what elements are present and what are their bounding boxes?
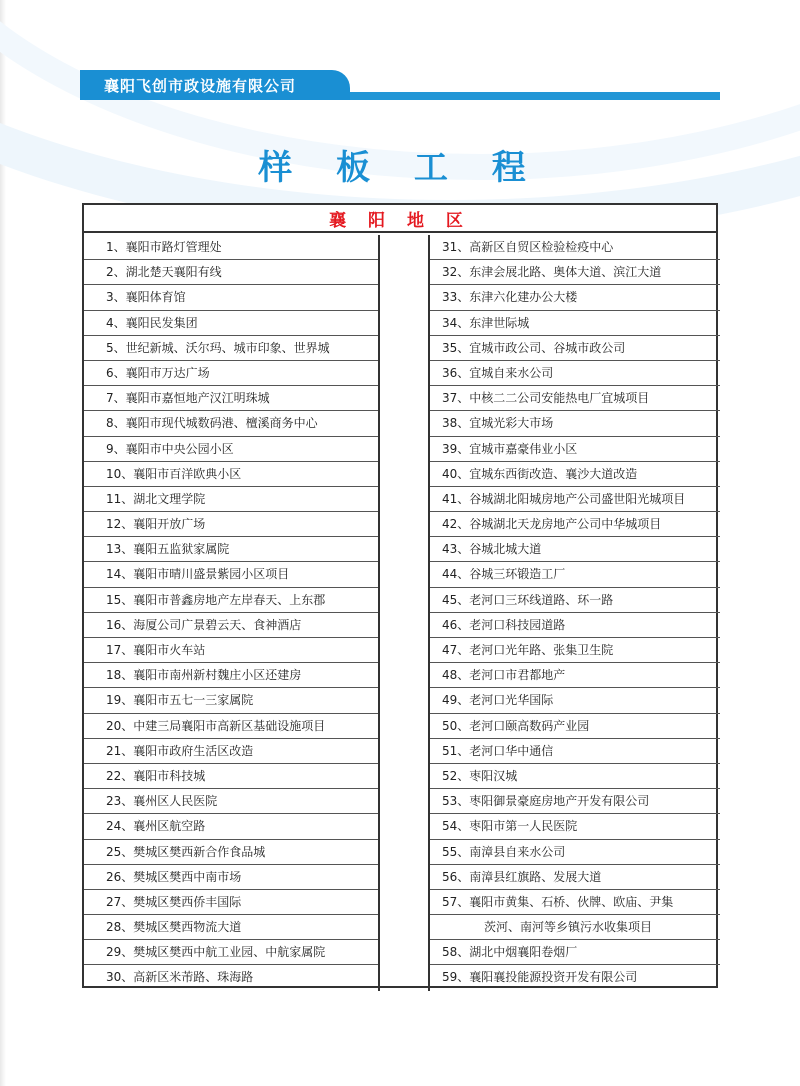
table-row: 20、中建三局襄阳市高新区基础设施项目 <box>84 714 378 739</box>
table-row: 38、宜城光彩大市场 <box>430 411 720 436</box>
table-row: 31、高新区自贸区检验检疫中心 <box>430 235 720 260</box>
table-row: 8、襄阳市现代城数码港、檀溪商务中心 <box>84 411 378 436</box>
table-row: 40、宜城东西街改造、襄沙大道改造 <box>430 462 720 487</box>
table-row: 34、东津世际城 <box>430 311 720 336</box>
table-row: 58、湖北中烟襄阳卷烟厂 <box>430 940 720 965</box>
project-table <box>82 203 718 988</box>
table-row: 1、襄阳市路灯管理处 <box>84 235 378 260</box>
table-row: 44、谷城三环锻造工厂 <box>430 562 720 587</box>
table-row: 25、樊城区樊西新合作食品城 <box>84 840 378 865</box>
table-row: 23、襄州区人民医院 <box>84 789 378 814</box>
table-row: 13、襄阳五监狱家属院 <box>84 537 378 562</box>
table-row: 35、宜城市政公司、谷城市政公司 <box>430 336 720 361</box>
table-row: 43、谷城北城大道 <box>430 537 720 562</box>
table-row: 48、老河口市君都地产 <box>430 663 720 688</box>
table-row: 51、老河口华中通信 <box>430 739 720 764</box>
region-title: 襄 阳 地 区 <box>329 210 471 231</box>
table-row: 18、襄阳市南州新村魏庄小区还建房 <box>84 663 378 688</box>
table-row: 33、东津六化建办公大楼 <box>430 285 720 310</box>
table-row: 28、樊城区樊西物流大道 <box>84 915 378 940</box>
table-row: 54、枣阳市第一人民医院 <box>430 814 720 839</box>
region-header <box>84 205 716 233</box>
table-row: 41、谷城湖北阳城房地产公司盛世阳光城项目 <box>430 487 720 512</box>
table-row: 茨河、南河等乡镇污水收集项目 <box>430 915 720 940</box>
table-row: 37、中核二二公司安能热电厂宜城项目 <box>430 386 720 411</box>
table-row: 9、襄阳市中央公园小区 <box>84 437 378 462</box>
table-row: 49、老河口光华国际 <box>430 688 720 713</box>
table-row: 29、樊城区樊西中航工业园、中航家属院 <box>84 940 378 965</box>
table-row: 3、襄阳体育馆 <box>84 285 378 310</box>
table-row: 59、襄阳襄投能源投资开发有限公司 <box>442 970 638 985</box>
table-row: 46、老河口科技园道路 <box>430 613 720 638</box>
table-row: 56、南漳县红旗路、发展大道 <box>430 865 720 890</box>
table-row: 16、海厦公司广景碧云天、食神酒店 <box>84 613 378 638</box>
table-row: 27、樊城区樊西侨丰国际 <box>84 890 378 915</box>
table-row: 24、襄州区航空路 <box>84 814 378 839</box>
table-row: 6、襄阳市万达广场 <box>84 361 378 386</box>
table-row: 19、襄阳市五七一三家属院 <box>84 688 378 713</box>
table-row: 2、湖北楚天襄阳有线 <box>84 260 378 285</box>
table-row: 32、东津会展北路、奥体大道、滨江大道 <box>430 260 720 285</box>
table-row: 53、枣阳御景豪庭房地产开发有限公司 <box>430 789 720 814</box>
table-row: 50、老河口颐高数码产业园 <box>430 714 720 739</box>
company-banner <box>80 70 350 100</box>
table-row: 22、襄阳市科技城 <box>84 764 378 789</box>
table-row: 57、襄阳市黄集、石桥、伙牌、欧庙、尹集 <box>430 890 720 915</box>
table-row: 15、襄阳市普鑫房地产左岸春天、上东郡 <box>84 588 378 613</box>
table-row: 21、襄阳市政府生活区改造 <box>84 739 378 764</box>
table-row: 11、湖北文理学院 <box>84 487 378 512</box>
left-column <box>84 235 380 991</box>
table-row: 26、樊城区樊西中南市场 <box>84 865 378 890</box>
table-row: 12、襄阳开放广场 <box>84 512 378 537</box>
table-row: 10、襄阳市百洋欧典小区 <box>84 462 378 487</box>
page-title: 样 板 工 程 <box>258 148 542 188</box>
table-row: 17、襄阳市火车站 <box>84 638 378 663</box>
table-row: 55、南漳县自来水公司 <box>430 840 720 865</box>
table-row: 39、宜城市嘉豪伟业小区 <box>430 437 720 462</box>
table-row: 14、襄阳市晴川盛景紫园小区项目 <box>84 562 378 587</box>
table-row: 45、老河口三环线道路、环一路 <box>430 588 720 613</box>
table-row: 5、世纪新城、沃尔玛、城市印象、世界城 <box>84 336 378 361</box>
table-row: 4、襄阳民发集团 <box>84 311 378 336</box>
table-row: 52、枣阳汉城 <box>430 764 720 789</box>
table-row: 47、老河口光年路、张集卫生院 <box>430 638 720 663</box>
table-row: 7、襄阳市嘉恒地产汉江明珠城 <box>84 386 378 411</box>
company-name: 襄阳飞创市政设施有限公司 <box>104 76 297 95</box>
table-row: 30、高新区米芾路、珠海路 <box>106 970 254 985</box>
right-column <box>428 235 720 991</box>
table-row: 36、宜城自来水公司 <box>430 361 720 386</box>
table-row: 42、谷城湖北天龙房地产公司中华城项目 <box>430 512 720 537</box>
